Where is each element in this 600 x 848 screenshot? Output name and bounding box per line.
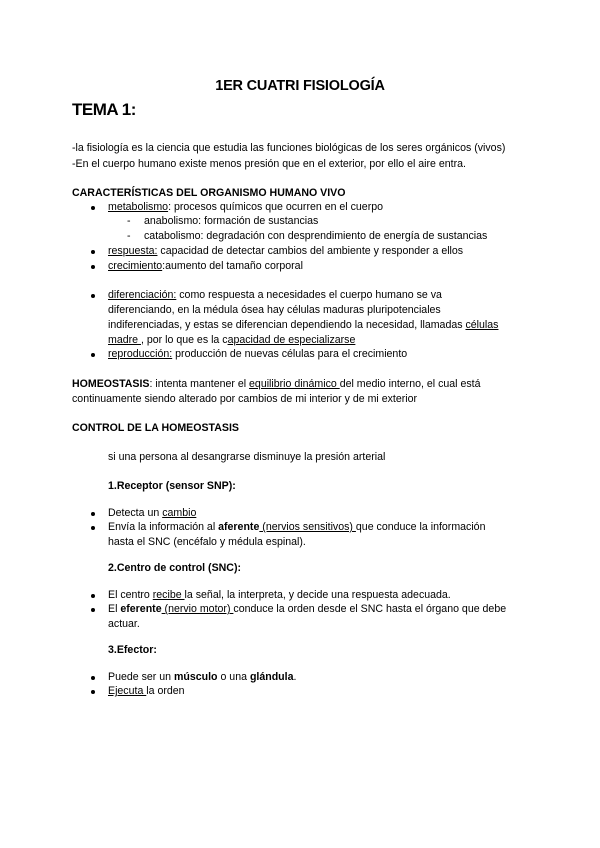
efector-item-1: Puede ser un músculo o una glándula. [108, 671, 297, 683]
bullet-icon [91, 526, 95, 530]
bullet-icon [91, 206, 95, 210]
page-title: 1ER CUATRI FISIOLOGÍA [215, 78, 385, 94]
characteristics-heading: CARACTERÍSTICAS DEL ORGANISMO HUMANO VIVO [72, 187, 346, 199]
centro-heading: 2.Centro de control (SNC): [108, 562, 242, 574]
control-heading: CONTROL DE LA HOMEOSTASIS [72, 422, 239, 434]
bullet-icon [91, 512, 95, 516]
receptor-item-1: Detecta un cambio [108, 507, 197, 519]
section-title-tema-1: TEMA 1: [72, 100, 136, 119]
sublist-item-catabolismo: catabolismo: degradación con desprendimiento de energía de sustancias [144, 230, 488, 242]
dash-icon: - [127, 230, 131, 242]
intro-line-2: -En el cuerpo humano existe menos presión que en el exterior, por ello el aire entra. [72, 158, 466, 170]
centro-item-1: El centro recibe la señal, la interpreta, y decide una respuesta adecuada. [108, 589, 451, 601]
bullet-icon [91, 265, 95, 269]
bullet-icon [91, 294, 95, 298]
receptor-item-2: Envía la información al aferente (nervios sensitivos) que conduce la información [108, 521, 486, 533]
bullet-icon [91, 690, 95, 694]
efector-heading: 3.Efector: [108, 644, 157, 656]
bullet-icon [91, 676, 95, 680]
bullet-icon [91, 594, 95, 598]
bullet-icon [91, 353, 95, 357]
homeostasis-line-2: continuamente siendo alterado por cambios de mi interior y de mi exterior [72, 393, 418, 405]
homeostasis-line-1: HOMEOSTASIS: intenta mantener el equilibrio dinámico del medio interno, el cual está [72, 378, 481, 390]
list-item-respuesta: respuesta: capacidad de detectar cambios del ambiente y responder a ellos [108, 245, 464, 257]
list-item-diferenciacion: diferenciación: como respuesta a necesidades el cuerpo humano se va [108, 289, 442, 301]
receptor-item-2-line-2: hasta el SNC (encéfalo y médula espinal). [108, 536, 306, 548]
sublist-item-anabolismo: anabolismo: formación de sustancias [144, 215, 319, 227]
centro-item-2: El eferente (nervio motor) conduce la orden desde el SNC hasta el órgano que debe [108, 603, 507, 615]
bullet-icon [91, 608, 95, 612]
list-item-crecimiento: crecimiento:aumento del tamaño corporal [108, 260, 303, 272]
receptor-heading: 1.Receptor (sensor SNP): [108, 480, 236, 492]
list-item-reproduccion: reproducción: producción de nuevas células para el crecimiento [108, 348, 408, 360]
diferenciacion-line-2: diferenciando, en la médula ósea hay células maduras pluripotenciales [108, 304, 441, 316]
centro-item-2-line-2: actuar. [108, 618, 140, 630]
intro-line-1: -la fisiología es la ciencia que estudia las funciones biológicas de los seres orgánicos (vivos) [72, 142, 506, 154]
list-item-metabolismo: metabolismo: procesos químicos que ocurren en el cuerpo [108, 201, 383, 213]
efector-item-2: Ejecuta la orden [108, 685, 185, 697]
diferenciacion-line-4: madre , por lo que es la capacidad de especializarse [108, 334, 356, 346]
diferenciacion-line-3: indiferenciadas, y estas se diferencian dependiendo la necesidad, llamadas células [108, 319, 499, 331]
control-example: si una persona al desangrarse disminuye la presión arterial [108, 451, 386, 463]
dash-icon: - [127, 215, 131, 227]
bullet-icon [91, 250, 95, 254]
